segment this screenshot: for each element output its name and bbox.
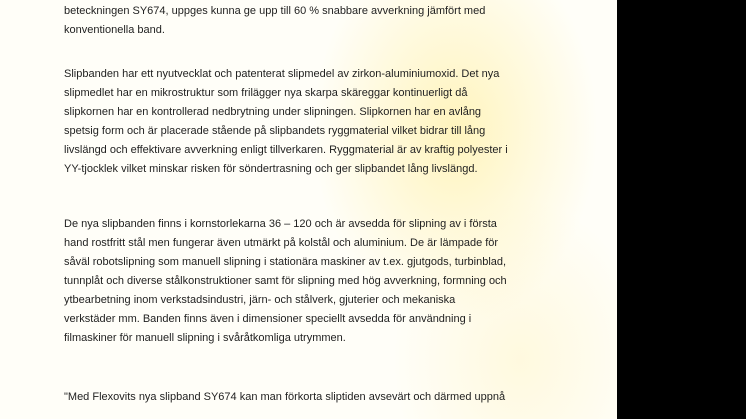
text-line: filmaskiner för manuell slipning i svåråtkomliga utrymmen.	[64, 332, 346, 344]
text-line: spetsig form och är placerade stående på slipbandets ryggmaterial vilket bidrar till lång	[64, 125, 486, 137]
text-line: såväl robotslipning som manuell slipning i stationära maskiner av t.ex. gjutgods, turbinblad,	[64, 256, 507, 268]
paragraph-3	[64, 215, 507, 348]
text-line: De nya slipbanden finns i kornstorlekarna 36 – 120 och är avsedda för slipning av i första	[64, 218, 497, 230]
text-line: beteckningen SY674, uppges kunna ge upp till 60 % snabbare avverkning jämfört med	[64, 5, 486, 17]
side-panel	[617, 0, 746, 419]
text-line: "Med Flexovits nya slipband SY674 kan man förkorta sliptiden avsevärt och därmed uppnå	[64, 391, 506, 403]
text-line: hand rostfritt stål men fungerar även utmärkt på kolstål och aluminium. De är lämpade för	[64, 237, 499, 249]
text-line: ytbearbetning inom verkstadsindustri, järn- och stålverk, gjuterier och mekaniska	[64, 294, 456, 306]
text-line: tunnplåt och diverse stålkonstruktioner samt för slipning med hög avverkning, formning och	[64, 275, 507, 287]
paragraph-1	[64, 2, 485, 40]
paragraph-2	[64, 65, 508, 179]
text-line: Slipbanden har ett nyutvecklat och patenterat slipmedel av zirkon-aluminiumoxid. Det nya	[64, 68, 500, 80]
paragraph-4-quote	[64, 388, 505, 407]
text-line: livslängd och effektivare avverkning enligt tillverkaren. Ryggmaterial är av kraftig polyester i	[64, 144, 508, 156]
text-line: YY-tjocklek vilket minskar risken för söndertrasning och ger slipbandet lång livslängd.	[64, 163, 478, 175]
text-line: slipkornen har en kontrollerad nedbrytning under slipningen. Slipkornen har en avlång	[64, 106, 482, 118]
text-line: slipmedlet har en mikrostruktur som frilägger nya skarpa skäreggar kontinuerligt då	[64, 87, 468, 99]
text-line: konventionella band.	[64, 24, 165, 36]
text-line: verkstäder mm. Banden finns även i dimensioner speciellt avsedda för användning i	[64, 313, 472, 325]
